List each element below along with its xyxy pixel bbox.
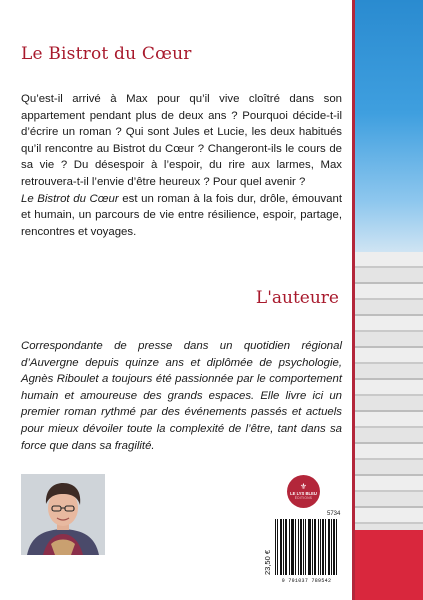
cover-photo-strip (352, 0, 423, 600)
price-label: 23,50 € (263, 549, 272, 575)
sky-area (355, 0, 423, 252)
building-facade (355, 252, 423, 530)
red-awning (355, 530, 423, 600)
summary-rest: est un roman à la fois dur, drôle, émouvant et humain, un parcours de vie entre résilience, espoir, partage, rencontres et voyages. (21, 192, 342, 238)
book-title: Le Bistrot du Cœur (21, 44, 192, 64)
summary-intro: Qu’est-il arrivé à Max pour qu’il vive cloîtré dans son appartement pendant plus de deux ans ? Pourquoi décide-t-il d’écrire un roman ? Qui sont Jules et Lucie, les deux habitués qu’il rencontre au Bistrot du Cœur ? Changeront-ils le cours de sa vie ? Du désespoir à l’espoir, du rire aux larmes, Max retrouvera-t-il l’envie d’être heureux ? Pour quel avenir ? (21, 93, 342, 188)
author-portrait-image (21, 474, 105, 555)
isbn-number: 9 791037 789542 (281, 578, 332, 584)
catalog-code: 5734 (327, 511, 341, 517)
barcode-bars (273, 519, 340, 577)
author-bio: Correspondante de presse dans un quotidien régional d’Auvergne depuis quinze ans et diplômée de psychologie, Agnès Riboulet a toujours été passionnée par le comportement humain et amoureuse des grands espaces. Elle livre ici un premier roman rythmé par des événements passés et actuels pour mieux dévoiler toute la complexité de l’être, tant dans sa force que dans sa fragilité. (21, 340, 342, 452)
publisher-logo (287, 475, 320, 508)
lily-icon: ⚜ (299, 482, 308, 491)
author-photo (21, 474, 105, 555)
author-heading: L'auteure (255, 288, 339, 308)
book-summary (21, 91, 342, 240)
summary-title-italic: Le Bistrot du Cœur (21, 192, 119, 205)
publisher-logo-subtext: ÉDITIONS (294, 496, 313, 500)
publisher-logo-text: LE LYS BLEU (290, 491, 317, 496)
isbn-barcode (273, 519, 340, 587)
